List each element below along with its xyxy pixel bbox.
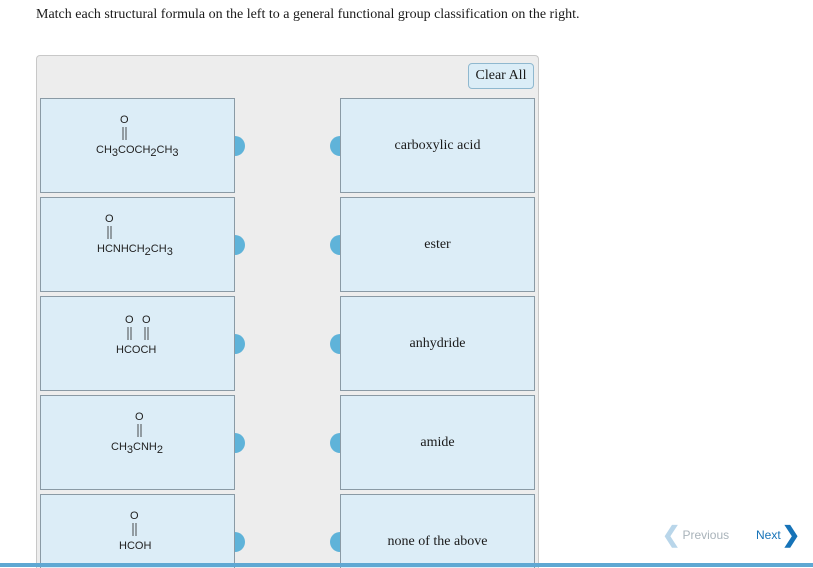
next-button[interactable] — [756, 522, 801, 547]
chevron-left-icon: ❮ — [662, 522, 681, 547]
answer-label: amide — [420, 434, 455, 450]
svg-text:CH3COCH2CH3: CH3COCH2CH3 — [96, 144, 179, 159]
formula-card-2[interactable] — [40, 197, 235, 292]
formula-card-5[interactable] — [40, 494, 235, 568]
formula-card-1[interactable] — [40, 98, 235, 193]
svg-text:HCOH: HCOH — [119, 540, 152, 552]
answer-label: anhydride — [409, 335, 466, 351]
next-label: Next — [756, 528, 781, 542]
instructions-text: Match each structural formula on the left to a general functional group classification on the right. — [36, 7, 580, 22]
svg-text:O: O — [130, 510, 139, 522]
answer-label: none of the above — [387, 533, 488, 549]
structural-formula — [41, 99, 234, 192]
answer-label: carboxylic acid — [394, 137, 481, 153]
right-connector-1[interactable] — [330, 136, 340, 156]
matching-panel — [36, 55, 539, 568]
left-connector-2[interactable] — [235, 235, 245, 255]
svg-text:O: O — [120, 114, 129, 126]
bottom-divider — [0, 563, 813, 567]
svg-text:O: O — [142, 314, 151, 326]
structural-formula — [41, 297, 234, 390]
previous-label: Previous — [682, 528, 730, 542]
structural-formula — [41, 396, 234, 489]
answer-card-4[interactable] — [340, 395, 535, 490]
answer-card-5[interactable] — [340, 494, 535, 568]
formula-card-4[interactable] — [40, 395, 235, 490]
structural-formula — [41, 495, 234, 568]
previous-button[interactable] — [662, 522, 730, 547]
answer-card-1[interactable] — [340, 98, 535, 193]
svg-text:O: O — [135, 411, 144, 423]
formula-card-3[interactable] — [40, 296, 235, 391]
svg-text:HCNHCH2CH3: HCNHCH2CH3 — [97, 243, 173, 258]
clear-all-button[interactable]: Clear All — [468, 63, 534, 89]
chevron-right-icon: ❯ — [781, 522, 801, 547]
left-connector-4[interactable] — [235, 433, 245, 453]
structural-formula — [41, 198, 234, 291]
answer-card-2[interactable] — [340, 197, 535, 292]
svg-text:HCOCH: HCOCH — [116, 344, 157, 356]
left-connector-1[interactable] — [235, 136, 245, 156]
left-connector-3[interactable] — [235, 334, 245, 354]
right-connector-4[interactable] — [330, 433, 340, 453]
svg-text:O: O — [125, 314, 134, 326]
right-connector-2[interactable] — [330, 235, 340, 255]
left-connector-5[interactable] — [235, 532, 245, 552]
svg-text:CH3CNH2: CH3CNH2 — [111, 441, 163, 456]
right-connector-5[interactable] — [330, 532, 340, 552]
answer-card-3[interactable] — [340, 296, 535, 391]
answer-label: ester — [424, 236, 451, 252]
right-connector-3[interactable] — [330, 334, 340, 354]
svg-text:O: O — [105, 213, 114, 225]
